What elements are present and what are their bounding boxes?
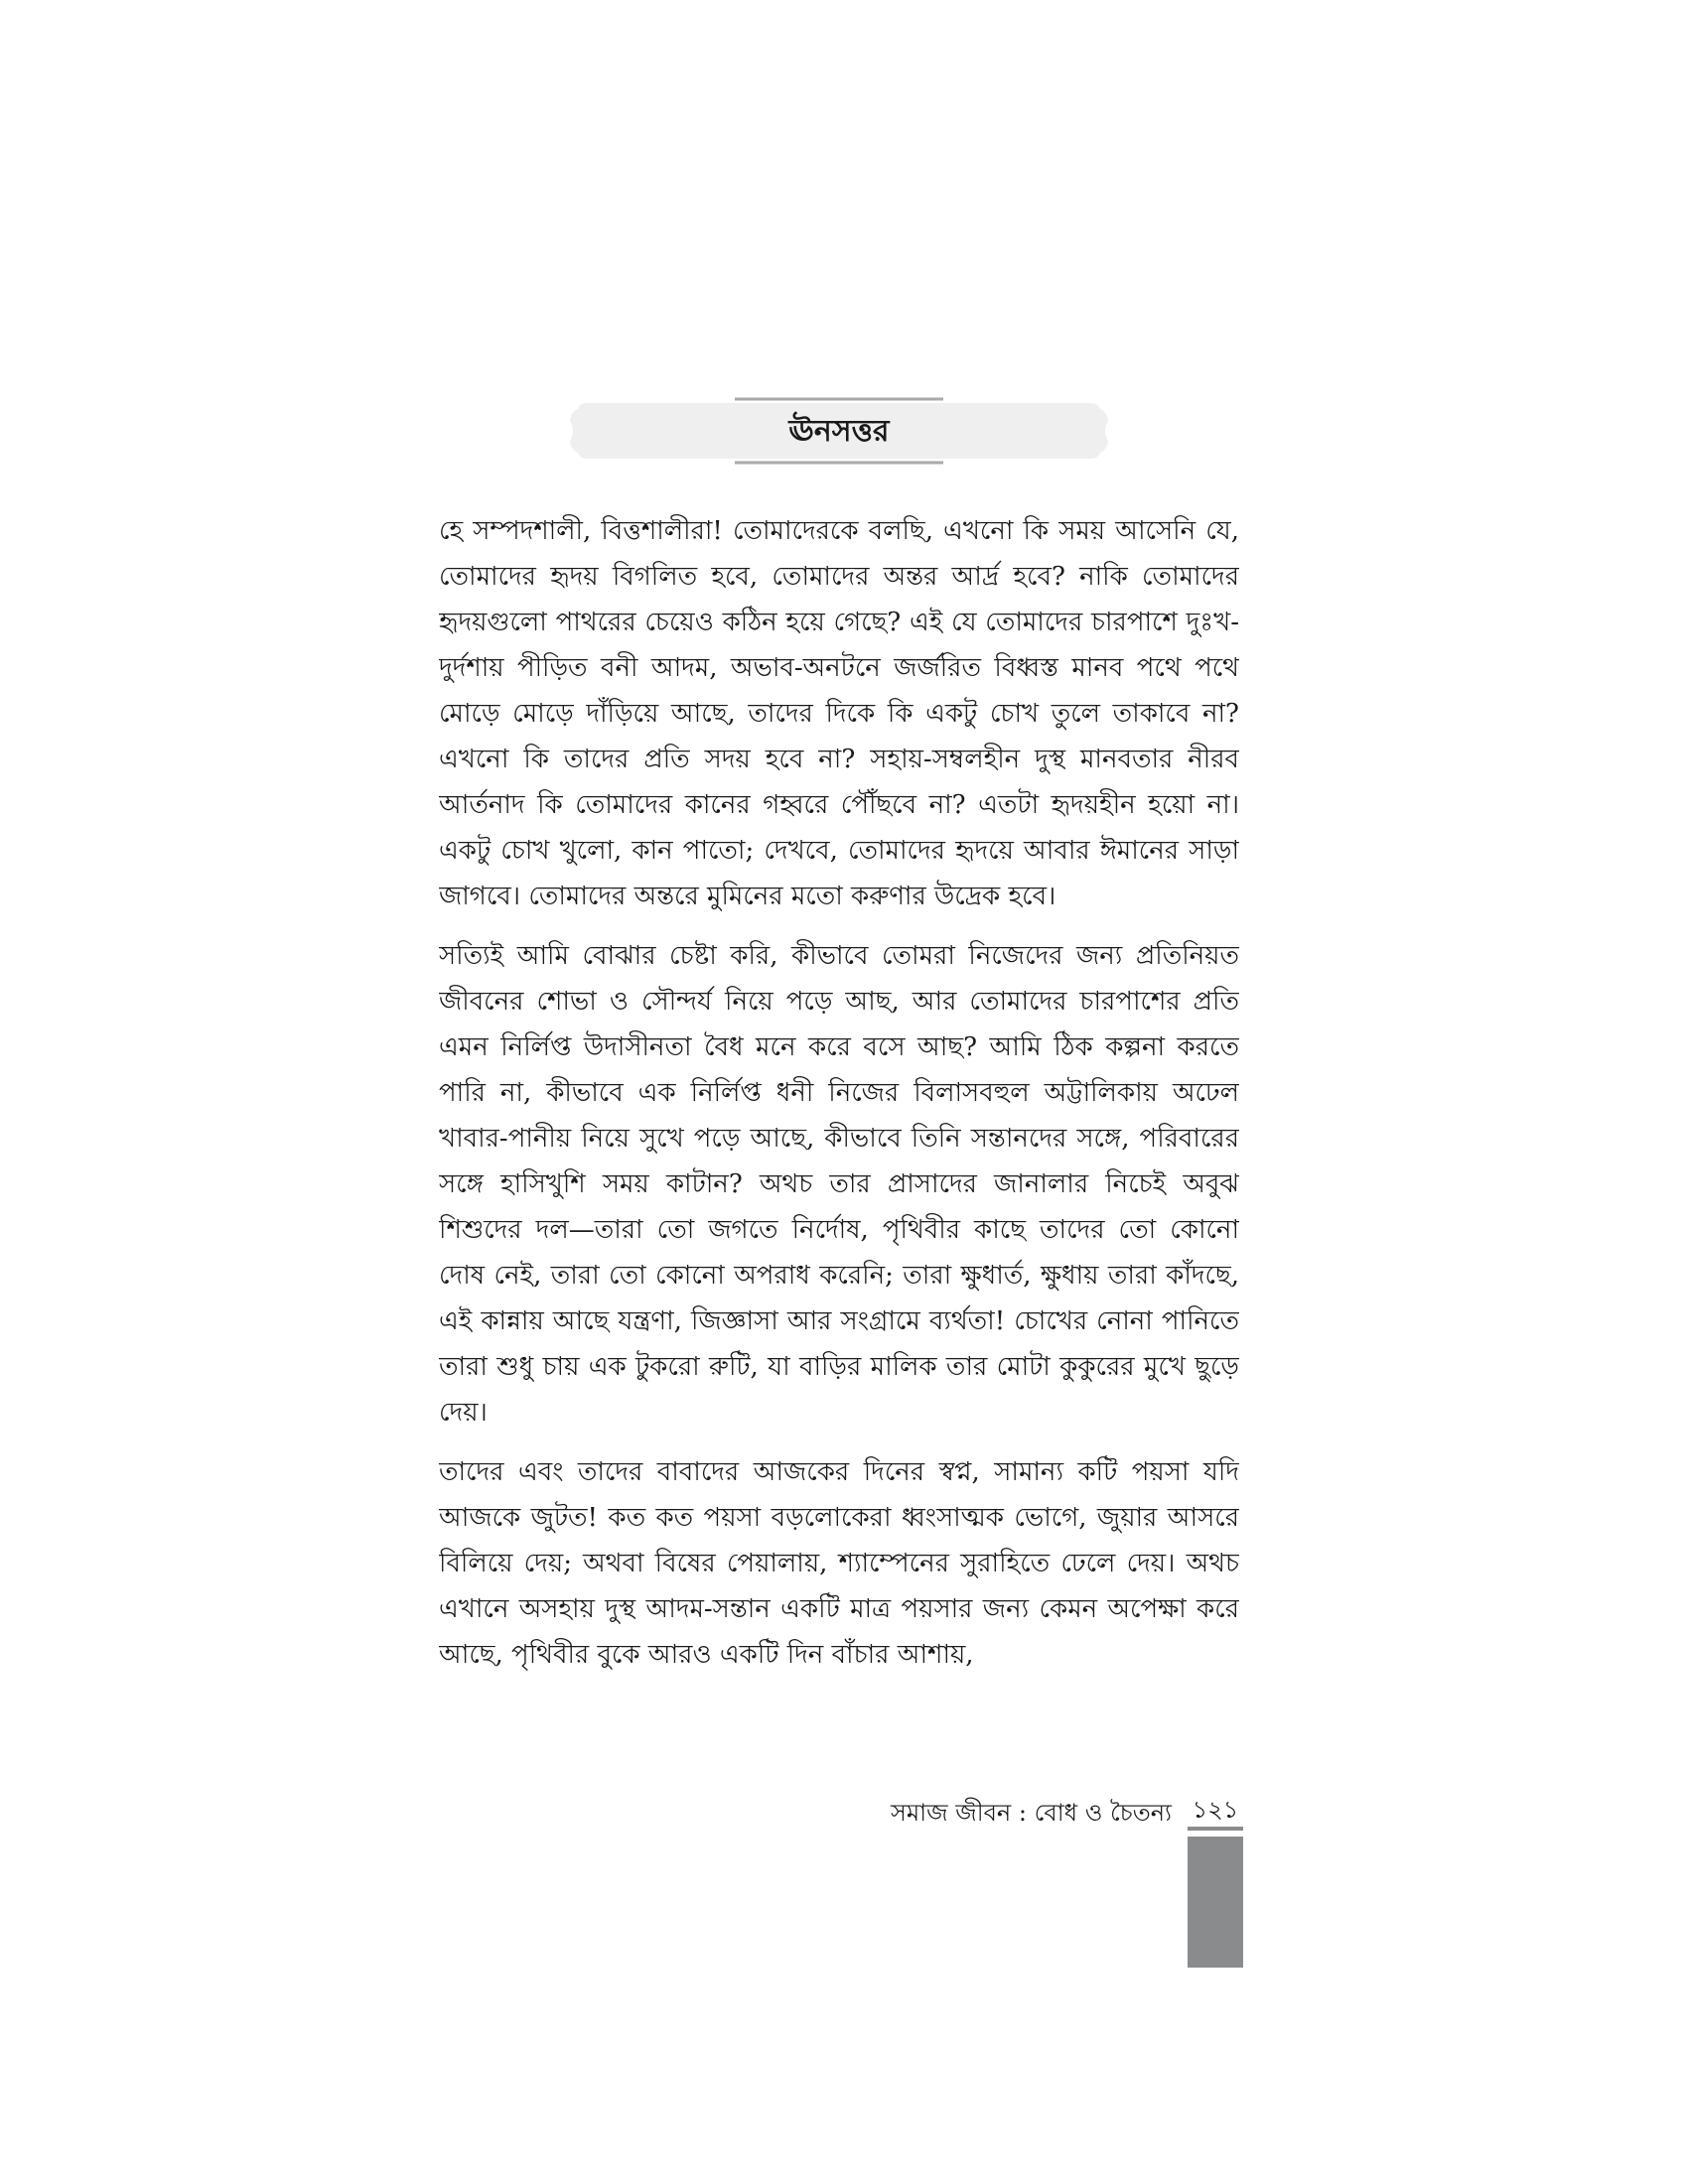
running-footer-title: সমাজ জীবন : বোধ ও চৈতন্য xyxy=(891,1799,1172,1827)
page-number: ১২১ xyxy=(1192,1796,1239,1824)
chapter-title-banner xyxy=(566,395,1112,467)
chapter-title: ঊনসত্তর xyxy=(788,413,890,449)
paragraph: তাদের এবং তাদের বাবাদের আজকের দিনের স্বপ্ন, সামান্য কটি পয়সা যদি আজকে জুটত! কত কত পয়সা বড়লোকেরা ধ্বংসাত্মক ভোগে, জুয়ার আসরে বিলিয়ে দেয়; অথবা বিষের পেয়ালায়, শ্যাম্পেনের সুরাহিতে ঢেলে দেয়। অথচ এখানে অসহায় দুস্থ আদম-সন্তান একটি মাত্র পয়সার জন্য কেমন অপেক্ষা করে আছে, পৃথিবীর বুকে আরও একটি দিন বাঁচার আশায়, xyxy=(439,1457,1239,1670)
page-edge-tab xyxy=(1188,1837,1243,1968)
body-text xyxy=(439,508,1239,1749)
page-tab-rule xyxy=(1188,1827,1243,1831)
paragraph: সত্যিই আমি বোঝার চেষ্টা করি, কীভাবে তোমরা নিজেদের জন্য প্রতিনিয়ত জীবনের শোভা ও সৌন্দর্য নিয়ে পড়ে আছ, আর তোমাদের চারপাশের প্রতি এমন নির্লিপ্ত উদাসীনতা বৈধ মনে করে বসে আছ? আমি ঠিক কল্পনা করতে পারি না, কীভাবে এক নির্লিপ্ত ধনী নিজের বিলাসবহুল অট্টালিকায় অঢেল খাবার-পানীয় নিয়ে সুখে পড়ে আছে, কীভাবে তিনি সন্তানদের সঙ্গে, পরিবারের সঙ্গে হাসিখুশি সময় কাটান? অথচ তার প্রাসাদের জানালার নিচেই অবুঝ শিশুদের দল—তারা তো জগতে নির্দোষ, পৃথিবীর কাছে তাদের তো কোনো দোষ নেই, তারা তো কোনো অপরাধ করেনি; তারা ক্ষুধার্ত, ক্ষুধায় তারা কাঁদছে, এই কান্নায় আছে যন্ত্রণা, জিজ্ঞাসা আর সংগ্রামে ব্যর্থতা! চোখের নোনা পানিতে তারা শুধু চায় এক টুকরো রুটি, যা বাড়ির মালিক তার মোটা কুকুরের মুখে ছুড়ে দেয়। xyxy=(439,941,1239,1428)
paragraph: হে সম্পদশালী, বিত্তশালীরা! তোমাদেরকে বলছি, এখনো কি সময় আসেনি যে, তোমাদের হৃদয় বিগলিত হবে, তোমাদের অন্তর আর্দ্র হবে? নাকি তোমাদের হৃদয়গুলো পাথরের চেয়েও কঠিন হয়ে গেছে? এই যে তোমাদের চারপাশে দুঃখ-দুর্দশায় পীড়িত বনী আদম, অভাব-অনটনে জর্জরিত বিধ্বস্ত মানব পথে পথে মোড়ে মোড়ে দাঁড়িয়ে আছে, তাদের দিকে কি একটু চোখ তুলে তাকাবে না? এখনো কি তাদের প্রতি সদয় হবে না? সহায়-সম্বলহীন দুস্থ মানবতার নীরব আর্তনাদ কি তোমাদের কানের গহ্বরে পৌঁছবে না? এতটা হৃদয়হীন হয়ো না। একটু চোখ খুলো, কান পাতো; দেখবে, তোমাদের হৃদয়ে আবার ঈমানের সাড়া জাগবে। তোমাদের অন্তরে মুমিনের মতো করুণার উদ্রেক হবে। xyxy=(439,516,1239,911)
